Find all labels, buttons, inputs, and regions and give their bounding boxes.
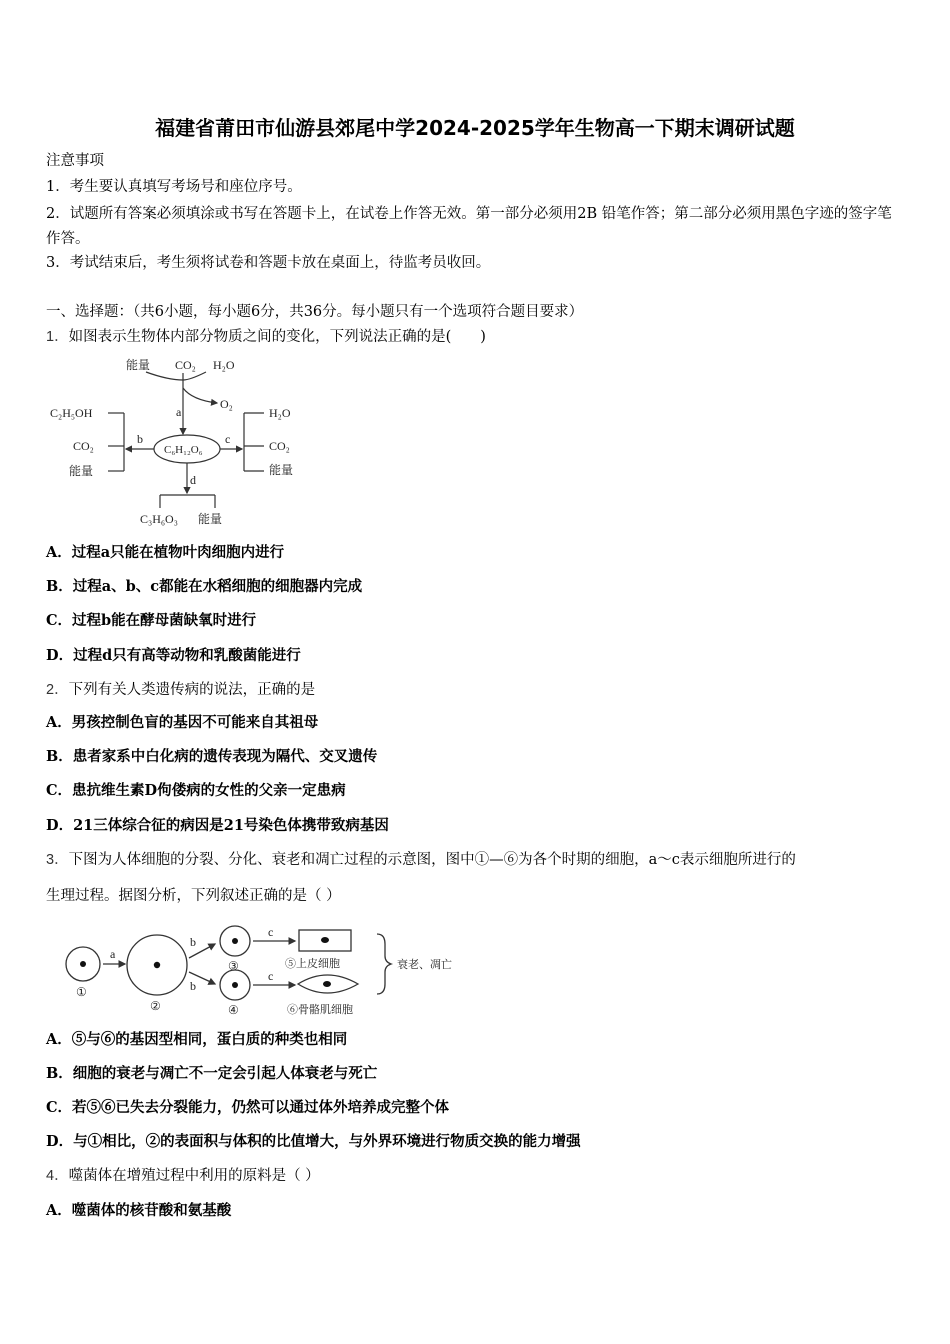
label-b-bottom: b [190,979,196,993]
label-cell-4: ④ [228,1003,239,1017]
question-number: 1． [46,329,69,345]
label-o2: O₂ [220,397,233,411]
label-c-top: c [268,925,274,939]
label-cell-3: ③ [228,959,239,973]
label-a: a [110,947,116,961]
label-top-h2o: H₂O [213,358,235,372]
metabolism-diagram [40,350,320,532]
q2-option-c[interactable]: C．患抗维生素D佝偻病的女性的父亲一定患病 [46,782,346,799]
question-stem: 下图为人体细胞的分裂、分化、衰老和凋亡过程的示意图，图中①—⑥为各个时期的细胞，a～c表示细胞所进行的 [68,852,796,868]
question-2 [46,680,315,700]
q2-option-d[interactable]: D．21三体综合征的病因是21号染色体携带致病基因 [46,817,389,834]
page-title: 福建省莆田市仙游县郊尾中学2024-2025学年生物高一下期末调研试题 [155,116,795,140]
label-right-co2: CO₂ [269,439,290,453]
label-top-co2: CO₂ [175,358,196,372]
q3-option-b[interactable]: B．细胞的衰老与凋亡不一定会引起人体衰老与死亡 [46,1065,378,1082]
notice-item-1: 1．考生要认真填写考场号和座位序号。 [46,179,302,195]
label-b: b [137,432,143,446]
notice-item-2: 2．试题所有答案必须填涂或书写在答题卡上，在试卷上作答无效。第一部分必须用2B 铅笔作答；第二部分必须用黑色字迹的签字笔作答。 [46,206,892,247]
label-left-co2: CO₂ [73,439,94,453]
question-3-continued: 生理过程。据图分析，下列叙述正确的是（ ） [46,888,341,904]
q1-option-b[interactable]: B．过程a、b、c都能在水稻细胞的细胞器内完成 [46,578,363,595]
label-cell-6: ⑥骨骼肌细胞 [287,1004,353,1016]
q3-option-d[interactable]: D．与①相比，②的表面积与体积的比值增大，与外界环境进行物质交换的能力增强 [46,1133,581,1150]
label-right-h2o: H₂O [269,406,291,420]
question-1 [46,327,486,347]
label-d: d [190,473,196,487]
label-cell-1: ① [76,985,87,999]
q1-option-a[interactable]: A．过程a只能在植物叶肉细胞内进行 [46,544,285,561]
question-stem: 下列有关人类遗传病的说法，正确的是 [68,682,316,698]
label-b-top: b [190,935,196,949]
q3-option-c[interactable]: C．若⑤⑥已失去分裂能力，仍然可以通过体外培养成完整个体 [46,1099,450,1116]
label-bottom-lactate: C₃H₆O₃ [140,512,178,526]
question-stem: 如图表示生物体内部分物质之间的变化，下列说法正确的是( ) [68,329,486,345]
label-right-energy: 能量 [269,463,294,477]
question-number: 4． [46,1168,69,1184]
label-cell-5: ⑤上皮细胞 [285,958,340,970]
label-glucose: C₆H₁₂O₆ [164,444,203,456]
notice-item-3: 3．考试结束后，考生须将试卷和答题卡放在桌面上，待监考员收回。 [46,255,491,271]
question-number: 3． [46,852,69,868]
q2-option-b[interactable]: B．患者家系中白化病的遗传表现为隔代、交叉遗传 [46,748,378,765]
label-a: a [176,405,182,419]
label-bottom-energy: 能量 [198,512,223,526]
brace [377,934,391,994]
q1-option-d[interactable]: D．过程d只有高等动物和乳酸菌能进行 [46,647,301,664]
label-left-energy: 能量 [69,464,94,478]
question-3 [46,850,796,870]
q2-option-a[interactable]: A．男孩控制色盲的基因不可能来自其祖母 [46,714,319,731]
label-top-energy: 能量 [126,358,151,372]
q4-option-a[interactable]: A．噬菌体的核苷酸和氨基酸 [46,1202,232,1219]
question-4 [46,1166,320,1186]
label-c-bottom: c [268,969,274,983]
question-number: 2． [46,682,69,698]
question-stem: 噬菌体在增殖过程中利用的原料是（ ） [68,1168,320,1184]
label-left-ethanol: C₂H₅OH [50,406,93,420]
q3-option-a[interactable]: A．⑤与⑥的基因型相同，蛋白质的种类也相同 [46,1031,348,1048]
cell-process-diagram [55,922,475,1022]
label-cell-2: ② [150,999,161,1013]
q1-option-c[interactable]: C．过程b能在酵母菌缺氧时进行 [46,612,257,629]
notice-heading: 注意事项 [46,153,104,169]
section-heading: 一、选择题：（共6小题，每小题6分，共36分。每小题只有一个选项符合题目要求） [46,304,584,320]
label-c: c [225,432,231,446]
label-aging-apoptosis: 衰老、凋亡 [397,959,452,971]
